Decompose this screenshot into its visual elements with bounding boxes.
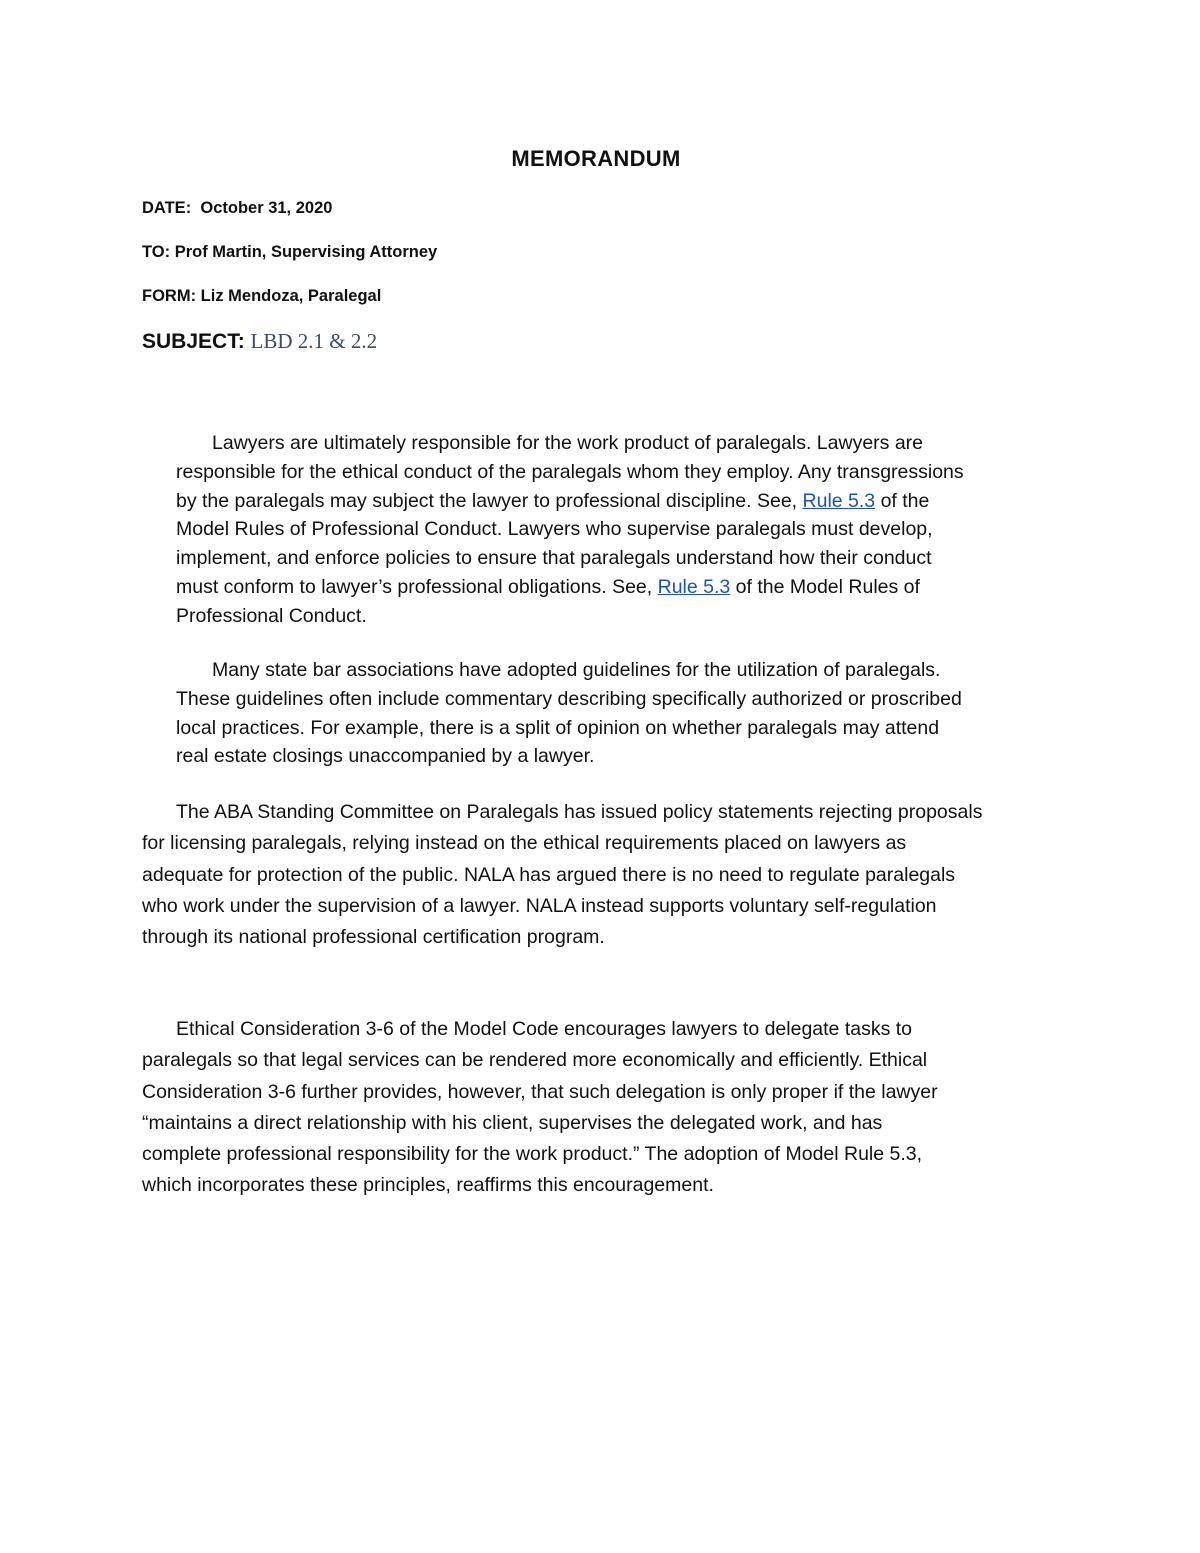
to-label: TO: xyxy=(142,243,171,261)
from-value: Liz Mendoza, Paralegal xyxy=(200,287,382,305)
rule-5-3-link[interactable]: Rule 5.3 xyxy=(657,575,731,598)
paragraph-line: which incorporates these principles, reaffirms this encouragement. xyxy=(142,1174,714,1197)
paragraph-line: through its national professional certification program. xyxy=(142,926,605,949)
date-line xyxy=(142,199,332,218)
line-text: by the paralegals may subject the lawyer to professional discipline. See, xyxy=(176,489,803,512)
date-value: October 31, 2020 xyxy=(200,199,333,217)
paragraph-line: Professional Conduct. xyxy=(176,604,367,627)
paragraph-line: These guidelines often include commentary describing specifically authorized or proscribed xyxy=(176,687,962,710)
paragraph-line: for licensing paralegals, relying instead on the ethical requirements placed on lawyers as xyxy=(142,832,907,855)
rule-5-3-link[interactable]: Rule 5.3 xyxy=(802,489,876,512)
paragraph-line: who work under the supervision of a lawyer. NALA instead supports voluntary self-regulation xyxy=(142,894,937,917)
paragraph-line: Lawyers are ultimately responsible for the work product of paralegals. Lawyers are xyxy=(212,432,924,454)
line-text: of the Model Rules of xyxy=(730,575,920,598)
paragraph-4 xyxy=(142,1014,938,1202)
paragraph-line: responsible for the ethical conduct of the paralegals whom they employ. Any transgressions xyxy=(176,460,964,483)
from-label: FORM: xyxy=(142,287,197,305)
subject-value: LBD 2.1 & 2.2 xyxy=(250,329,378,353)
date-label: DATE: xyxy=(142,199,192,217)
paragraph-1 xyxy=(176,429,964,631)
paragraph-line: Consideration 3-6 further provides, however, that such delegation is only proper if the lawyer xyxy=(142,1080,938,1103)
to-value: Prof Martin, Supervising Attorney xyxy=(174,243,438,261)
line-text: must conform to lawyer’s professional obligations. See, xyxy=(176,575,658,598)
paragraph-line: complete professional responsibility for the work product.” The adoption of Model Rule 5.3, xyxy=(142,1143,923,1166)
paragraph-line: real estate closings unaccompanied by a lawyer. xyxy=(176,745,595,768)
subject-label: SUBJECT: xyxy=(142,330,245,353)
paragraph-line: Many state bar associations have adopted guidelines for the utilization of paralegals. xyxy=(212,659,941,681)
line-text: of the xyxy=(875,489,930,512)
paragraph-line: Ethical Consideration 3-6 of the Model Code encourages lawyers to delegate tasks to xyxy=(176,1018,913,1040)
paragraph-line xyxy=(176,573,964,602)
paragraph-line: paralegals so that legal services can be rendered more economically and efficiently. Ethical xyxy=(142,1049,928,1072)
paragraph-2 xyxy=(176,656,962,771)
from-line xyxy=(142,287,381,306)
paragraph-line: The ABA Standing Committee on Paralegals has issued policy statements rejecting proposals xyxy=(176,801,983,823)
paragraph-line xyxy=(176,487,964,516)
paragraph-line: “maintains a direct relationship with his client, supervises the delegated work, and has xyxy=(142,1111,883,1134)
paragraph-line: local practices. For example, there is a split of opinion on whether paralegals may attend xyxy=(176,716,940,739)
memo-title: MEMORANDUM xyxy=(511,146,681,171)
paragraph-line: implement, and enforce policies to ensure that paralegals understand how their conduct xyxy=(176,547,932,570)
subject-line xyxy=(142,329,377,354)
to-line xyxy=(142,243,437,262)
paragraph-3 xyxy=(142,797,982,953)
paragraph-line: Model Rules of Professional Conduct. Lawyers who supervise paralegals must develop, xyxy=(176,518,933,541)
paragraph-line: adequate for protection of the public. NALA has argued there is no need to regulate paralegals xyxy=(142,863,956,886)
